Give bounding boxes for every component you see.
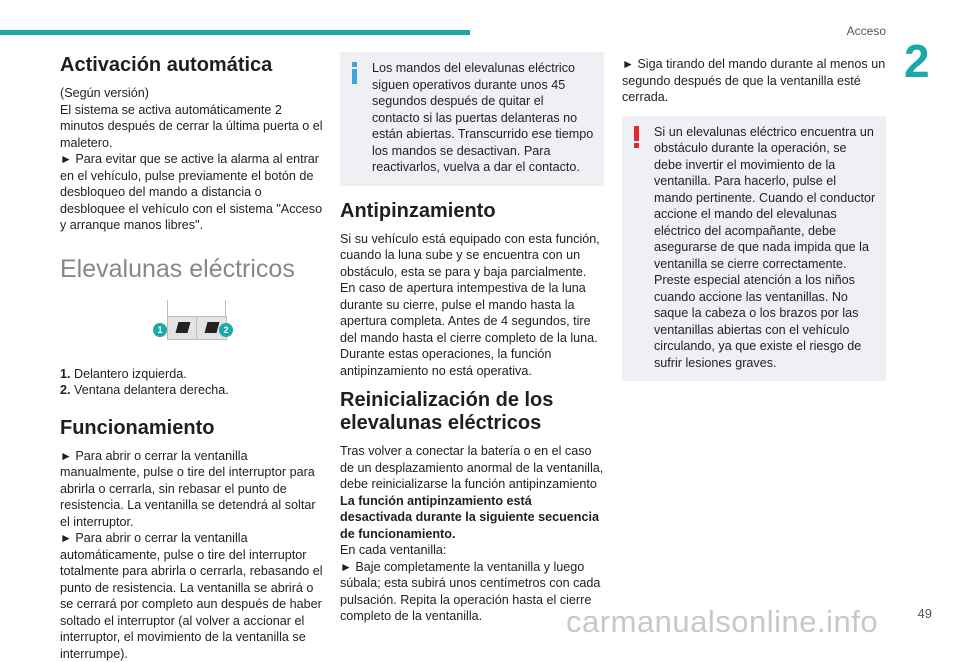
paragraph (60, 448, 324, 531)
paragraph (340, 559, 604, 625)
info-text: Los mandos del elevalunas eléctrico siguen operativos durante unos 45 segundos después de quitar el contacto si las puertas delanteras no están abiertas. Transcurrido ese tiempo los mandos se desactivan. Para reactivarlos, vuelva a dar el contacto. (372, 61, 594, 174)
header-accent-bar (0, 30, 470, 35)
paragraph: Si su vehículo está equipado con esta función, cuando la luna sube y se encuentra con un obstáculo, esta se para y baja parcialmente. En caso de apertura intempestiva de la luna durante su cierre, pulse el mando hasta la apertura completa. Antes de 4 segundos, tire del mando hasta el cierre completo de la luna. Durante estas operaciones, la función antipinzamiento no está operativa. (340, 231, 600, 378)
heading-anti-pinch: Antipinzamiento (340, 199, 496, 222)
paragraph-text: Baje completamente la ventanilla y luego súbala; esta subirá unos centímetros con cada pulsación. Repita la operación hasta el cierre completo de la ventanilla. (340, 559, 601, 623)
section-title: Acceso (846, 24, 886, 38)
arrow-icon: ► (60, 152, 72, 166)
legend-text: Delantero izquierda. (74, 366, 187, 381)
warning-box (622, 116, 886, 382)
version-note: (Según versión) (60, 86, 149, 100)
arrow-icon: ► (60, 448, 72, 463)
column-2 (340, 52, 604, 625)
column-1 (60, 54, 324, 662)
legend-number: 1. (60, 366, 71, 381)
legend-number: 2. (60, 383, 71, 397)
page-number: 49 (917, 606, 932, 621)
warning-icon (634, 126, 639, 148)
switch-panel (167, 316, 227, 340)
window-switch-right-icon (205, 322, 220, 333)
arrow-icon: ► (340, 559, 352, 574)
info-icon (352, 62, 357, 84)
watermark: carmanualsonline.info (566, 604, 879, 639)
heading-operation: Funcionamiento (60, 416, 215, 439)
column-3 (622, 56, 886, 381)
chapter-number: 2 (904, 35, 930, 87)
heading-automatic-activation: Activación automática (60, 54, 273, 76)
divider (225, 300, 226, 316)
section-title-power-windows: Elevalunas eléctricos (60, 254, 295, 283)
warning-text: Si un elevalunas eléctrico encuentra un obstáculo durante la operación, se debe invertir el movimiento de la ventanilla. Para hacerlo, pulse el mando pertinente. Cuando el conductor accione el mando del elevalunas eléctrico del acompañante, debe asegurarse de que nada impida que la ventanilla se cierre correctamente. Preste especial atención a los niños cuando accione las ventanillas. No saque la cabeza o los brazos por las ventanillas abiertas con el vehículo circulando, ya que existe el riesgo de sufrir lesiones graves. (654, 124, 876, 370)
paragraph: Tras volver a conectar la batería o en el caso de un desplazamiento anormal de la ventanilla, debe reinicializarse la función antipinzamiento (340, 444, 604, 491)
legend (60, 366, 324, 399)
arrow-icon: ► (622, 57, 634, 71)
divider (167, 300, 168, 316)
legend-item (60, 366, 324, 383)
window-switch-left-icon (176, 322, 191, 333)
paragraph (60, 151, 324, 234)
paragraph-text: Para abrir o cerrar la ventanilla automáticamente, pulse o tire del interruptor totalmente para abrirla o cerrarla, rebasando el punto de resistencia. La ventanilla se abrirá o se cerrará por completo aun después de haber soltado el interruptor (al volver a accionar el interruptor, el movimiento de la ventanilla se interrumpe). (60, 531, 323, 661)
paragraph: El sistema se activa automáticamente 2 minutos después de cerrar la última puerta o el maletero. (60, 102, 323, 150)
info-box (340, 52, 604, 186)
paragraph-text: Siga tirando del mando durante al menos un segundo después de que la ventanilla esté cerrada. (622, 57, 886, 104)
arrow-icon: ► (60, 531, 72, 545)
paragraph (622, 56, 886, 106)
legend-text: Ventana delantera derecha. (74, 383, 229, 397)
paragraph (60, 530, 324, 662)
divider (196, 317, 197, 339)
callout-2: 2 (219, 323, 233, 337)
paragraph: En cada ventanilla: (340, 543, 447, 557)
paragraph-text: Para abrir o cerrar la ventanilla manualmente, pulse o tire del interruptor para abrirla o cerrarla, sin rebasar el punto de resistencia. La ventanilla se detendrá al soltar el interruptor. (60, 448, 316, 529)
paragraph-text: Para evitar que se active la alarma al entrar en el vehículo, pulse previamente el botón de desbloqueo del mando a distancia o desbloquee el vehículo con el sistema "Acceso y arranque manos libres". (60, 152, 323, 232)
bold-paragraph: La función antipinzamiento está desactivada durante la siguiente secuencia de funcionamiento. (340, 493, 599, 541)
heading-reinitialization: Reinicialización de los elevalunas eléctricos (340, 389, 554, 434)
legend-item (60, 382, 324, 399)
callout-1: 1 (153, 323, 167, 337)
window-switch-illustration (60, 298, 324, 356)
